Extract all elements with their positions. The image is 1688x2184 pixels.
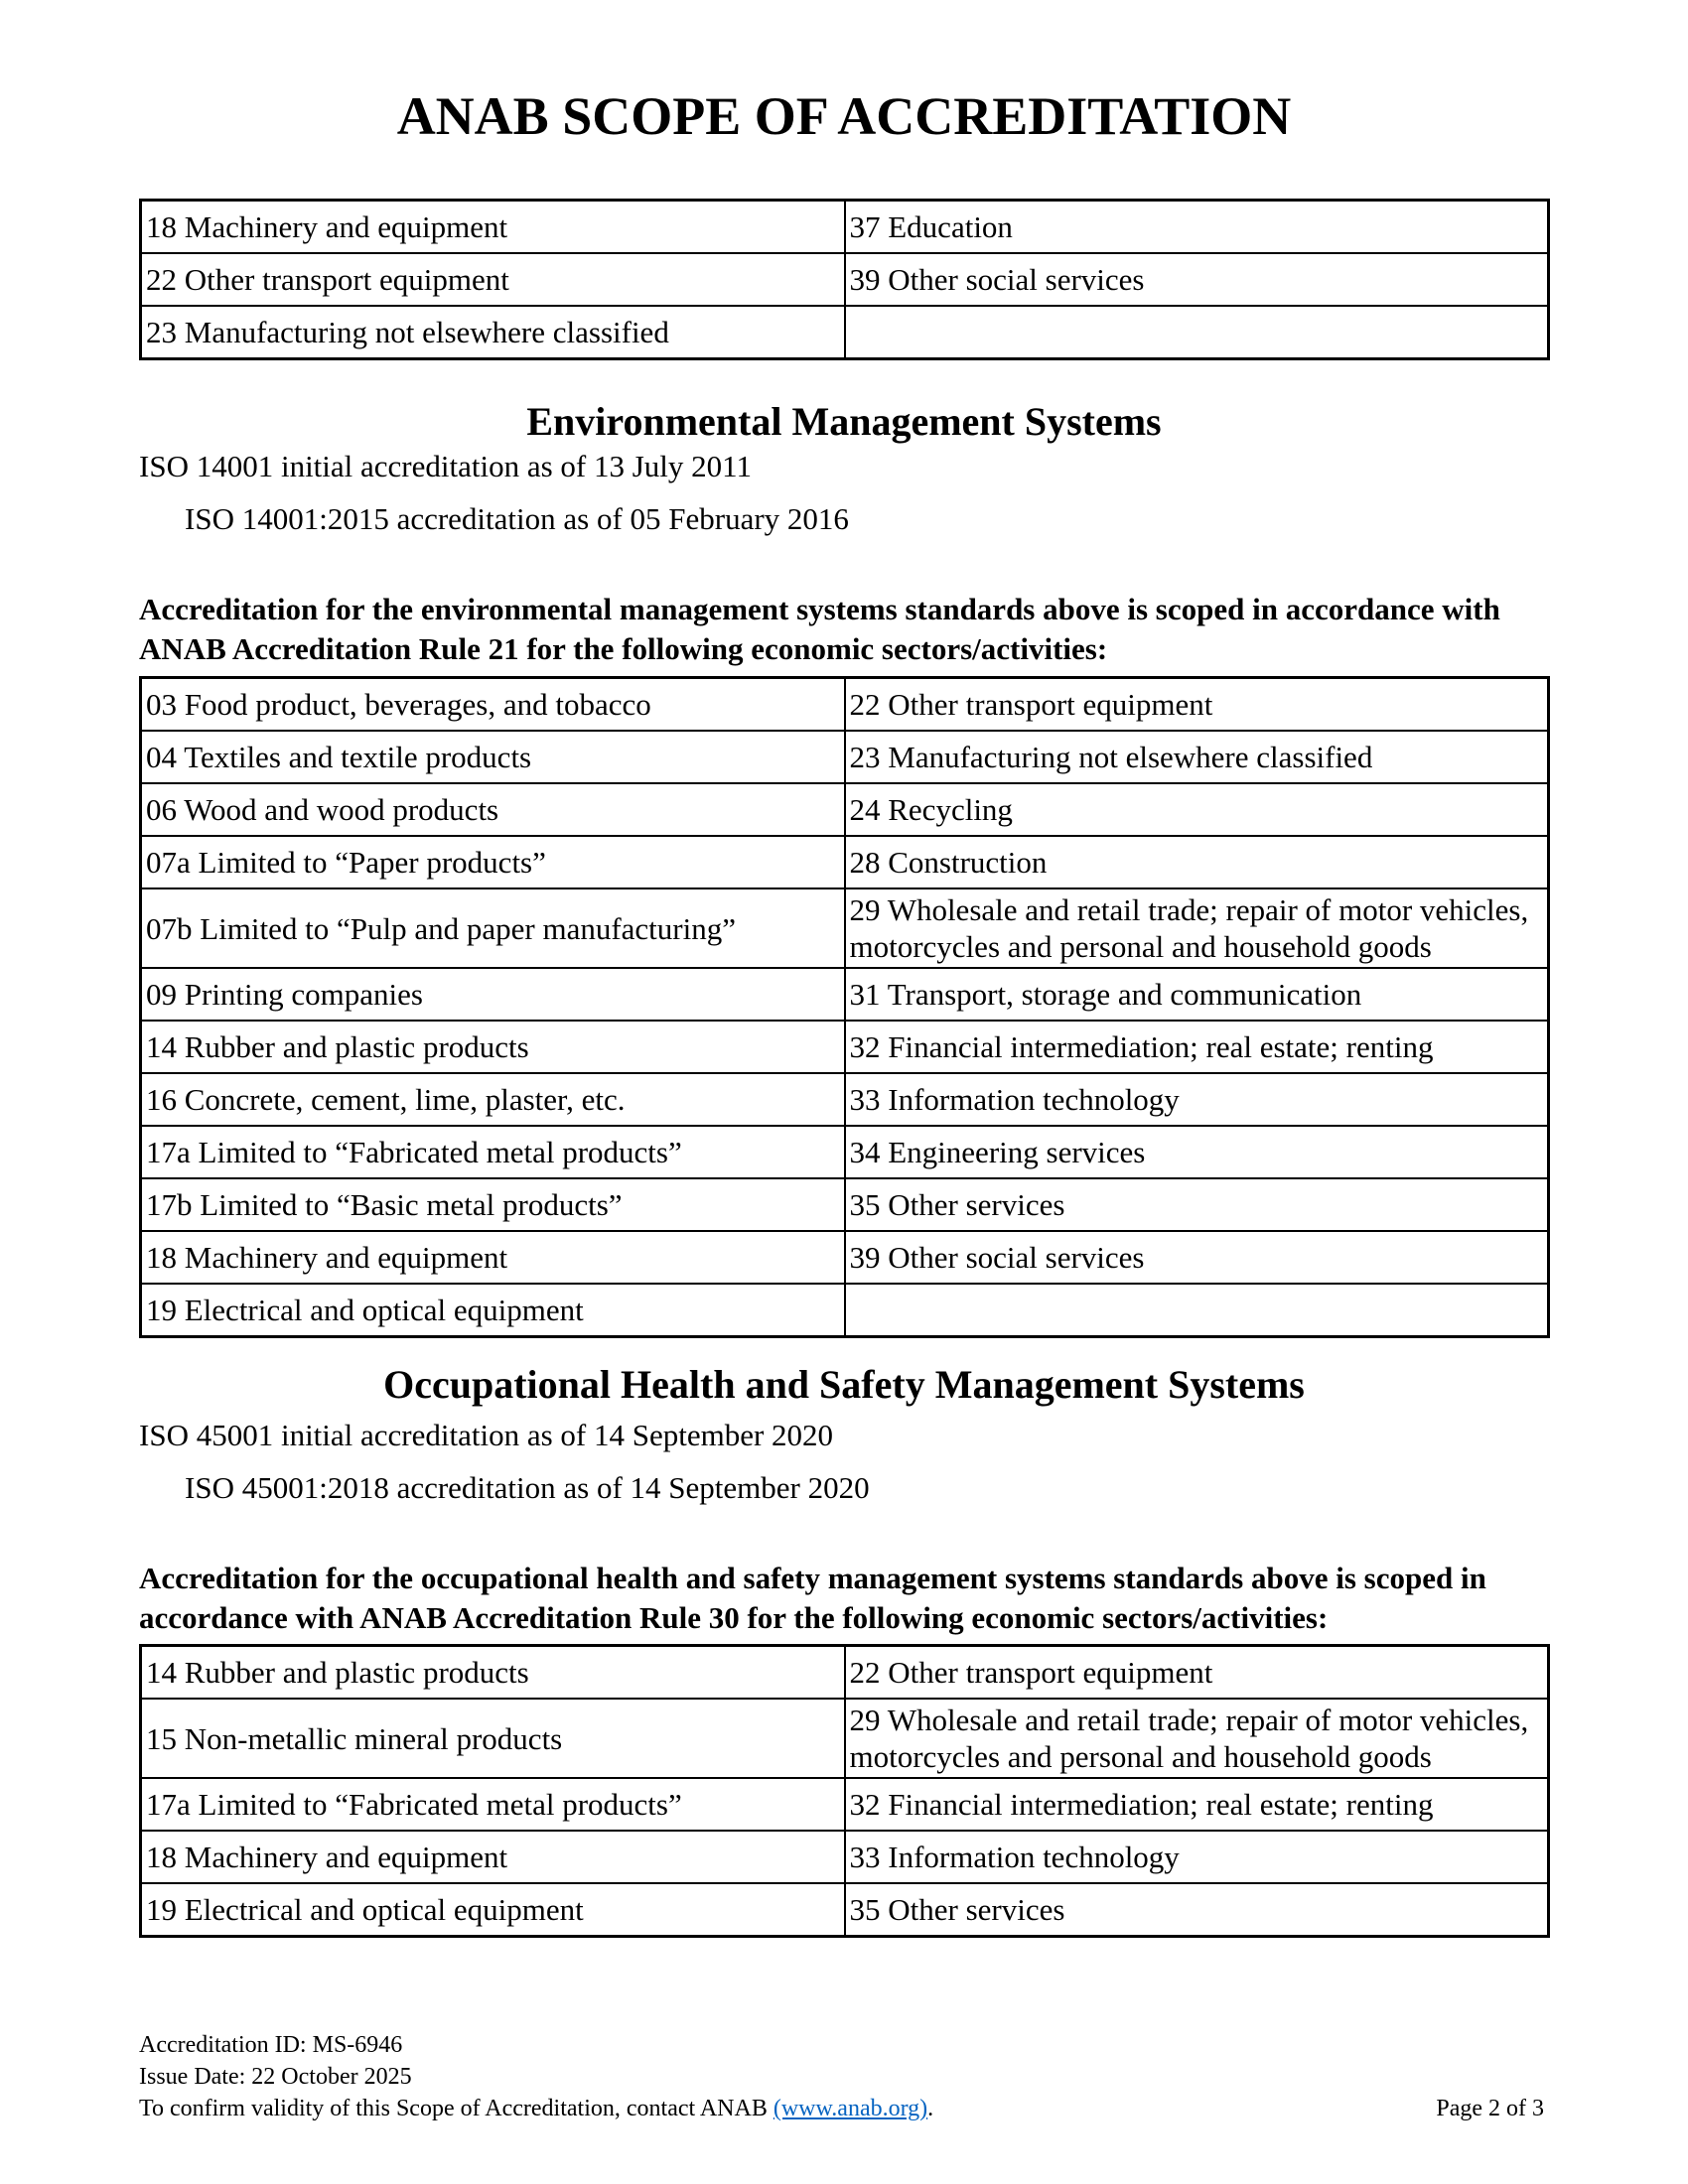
table-row (141, 1178, 1549, 1231)
table-cell: 29 Wholesale and retail trade; repair of motor vehicles, motorcycles and personal and household goods (845, 888, 1549, 968)
table-row (141, 731, 1549, 783)
ems-iso-initial-line: ISO 14001 initial accreditation as of 13 July 2011 (139, 449, 753, 483)
table-cell: 18 Machinery and equipment (141, 1231, 845, 1284)
table-cell: 18 Machinery and equipment (141, 1831, 845, 1883)
validity-line (139, 2093, 933, 2124)
sectors-table-continued (139, 199, 1550, 360)
table-row (141, 201, 1549, 254)
page-number: Page 2 of 3 (1436, 2096, 1544, 2121)
table-cell: 24 Recycling (845, 783, 1549, 836)
ems-iso-2015-line: ISO 14001:2015 accreditation as of 05 February 2016 (185, 501, 849, 536)
table-row (141, 253, 1549, 306)
table-row (141, 1778, 1549, 1831)
table-cell: 16 Concrete, cement, lime, plaster, etc. (141, 1073, 845, 1126)
table-cell: 14 Rubber and plastic products (141, 1646, 845, 1700)
table-cell: 19 Electrical and optical equipment (141, 1284, 845, 1337)
ems-sectors-table (139, 676, 1550, 1338)
table-cell: 18 Machinery and equipment (141, 201, 845, 254)
table-cell: 19 Electrical and optical equipment (141, 1883, 845, 1937)
table-cell: 23 Manufacturing not elsewhere classified (845, 731, 1549, 783)
table-cell: 29 Wholesale and retail trade; repair of motor vehicles, motorcycles and personal and household goods (845, 1699, 1549, 1778)
ems-section-heading: Environmental Management Systems (526, 399, 1162, 444)
ohs-sectors-table (139, 1644, 1550, 1938)
validity-text-suffix: . (927, 2096, 934, 2121)
ohs-iso-initial-line: ISO 45001 initial accreditation as of 14 September 2020 (139, 1418, 834, 1452)
table-row (141, 1831, 1549, 1883)
table-cell: 37 Education (845, 201, 1549, 254)
ems-scope-paragraph: Accreditation for the environmental management systems standards above is scoped in accordance with ANAB Accreditation Rule 21 for the following economic sectors/activities: (139, 592, 1500, 666)
table-cell: 15 Non-metallic mineral products (141, 1699, 845, 1778)
ohs-iso-2018-line: ISO 45001:2018 accreditation as of 14 September 2020 (185, 1470, 870, 1505)
table-row (141, 783, 1549, 836)
table-cell: 34 Engineering services (845, 1126, 1549, 1178)
footer (139, 2029, 933, 2124)
issue-date-line: Issue Date: 22 October 2025 (139, 2064, 412, 2090)
table-cell (845, 306, 1549, 359)
table-cell: 06 Wood and wood products (141, 783, 845, 836)
table-cell: 33 Information technology (845, 1831, 1549, 1883)
table-row (141, 1699, 1549, 1778)
table-row (141, 1646, 1549, 1700)
table-cell: 33 Information technology (845, 1073, 1549, 1126)
table-cell: 17b Limited to “Basic metal products” (141, 1178, 845, 1231)
table-cell (845, 1284, 1549, 1337)
table-cell: 23 Manufacturing not elsewhere classified (141, 306, 845, 359)
table-cell: 35 Other services (845, 1883, 1549, 1937)
validity-text-prefix: To confirm validity of this Scope of Accreditation, contact ANAB (139, 2096, 774, 2121)
table-cell: 39 Other social services (845, 1231, 1549, 1284)
table-cell: 07a Limited to “Paper products” (141, 836, 845, 888)
table-cell: 03 Food product, beverages, and tobacco (141, 678, 845, 732)
ohs-scope-paragraph: Accreditation for the occupational health and safety management systems standards above is scoped in accordance with ANAB Accreditation Rule 30 for the following economic sectors/activities: (139, 1561, 1486, 1635)
table-row (141, 678, 1549, 732)
table-cell: 32 Financial intermediation; real estate; renting (845, 1021, 1549, 1073)
table-cell: 17a Limited to “Fabricated metal products” (141, 1126, 845, 1178)
ohs-section-heading: Occupational Health and Safety Management Systems (383, 1362, 1305, 1407)
page-title: ANAB SCOPE OF ACCREDITATION (396, 86, 1292, 146)
table-cell: 39 Other social services (845, 253, 1549, 306)
table-row (141, 888, 1549, 968)
table-row (141, 1883, 1549, 1937)
table-cell: 09 Printing companies (141, 968, 845, 1021)
table-cell: 22 Other transport equipment (845, 678, 1549, 732)
table-cell: 28 Construction (845, 836, 1549, 888)
table-row (141, 968, 1549, 1021)
table-row (141, 1073, 1549, 1126)
table-cell: 07b Limited to “Pulp and paper manufacturing” (141, 888, 845, 968)
anab-website-link[interactable]: (www.anab.org) (773, 2096, 928, 2121)
table-row (141, 306, 1549, 359)
table-cell: 14 Rubber and plastic products (141, 1021, 845, 1073)
table-cell: 32 Financial intermediation; real estate; renting (845, 1778, 1549, 1831)
accreditation-id-line: Accreditation ID: MS-6946 (139, 2032, 403, 2058)
table-cell: 04 Textiles and textile products (141, 731, 845, 783)
table-row (141, 1021, 1549, 1073)
table-cell: 35 Other services (845, 1178, 1549, 1231)
table-cell: 31 Transport, storage and communication (845, 968, 1549, 1021)
table-row (141, 836, 1549, 888)
table-row (141, 1284, 1549, 1337)
table-cell: 22 Other transport equipment (141, 253, 845, 306)
table-cell: 22 Other transport equipment (845, 1646, 1549, 1700)
table-row (141, 1231, 1549, 1284)
table-row (141, 1126, 1549, 1178)
table-cell: 17a Limited to “Fabricated metal products” (141, 1778, 845, 1831)
